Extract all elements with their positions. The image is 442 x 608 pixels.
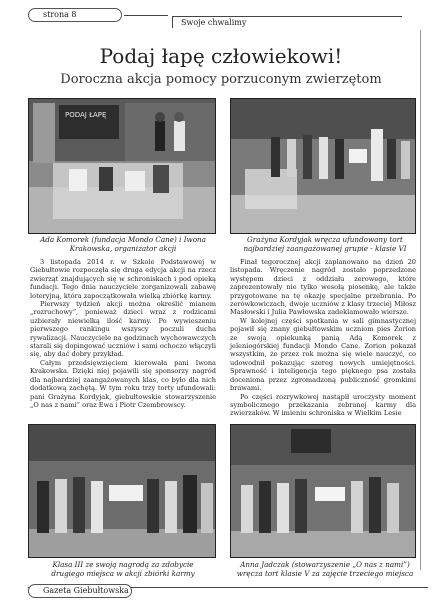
caption-photo-3: Klasa III ze swoją nagrodą za zdobycie drugiego miejsca w akcji zbiórki karmy: [51, 560, 195, 578]
header-rule: [124, 15, 168, 16]
article-left-column: [30, 258, 216, 409]
article-right-column: [230, 258, 416, 418]
caption-photo-4: Anna Jadczak (stowarzyszenie „O nas z nami”) wręcza tort klasie V za zajęcie trzeciego miejsca: [236, 560, 414, 578]
caption-photo-1: Ada Komorek (fundacja Mondo Cane) i Iwona Krakowska, organizator akcji: [40, 235, 206, 253]
article-title: Podaj łapę człowiekowi!: [99, 44, 343, 68]
photo-class-v: [230, 424, 416, 558]
photo-class-iii-image: [29, 425, 216, 558]
right-paragraph-2: W kolejnej części spotkania w sali gimnastycznej pojawił się znany giebułtowskim uczniom pies Zorion ze swoją opiekunką panią Adą Komorek z jeleniogórskiej fundacji Mondo Cane. Zorion pokazał wszystkim, że przez rok można się wiele nauczyć, co udowodnił pokazując szereg nowych umiejętności. Sprawność i inteligencja tego pięknego psa została doceniona przez zgromadzoną publiczność gromkimi brawami.: [230, 316, 416, 393]
photo-organizers-image: [29, 99, 216, 234]
page-edge-line: [420, 30, 421, 570]
footer-publication-name: Gazeta Giebułtowska: [28, 584, 132, 598]
photo-class-v-image: [231, 425, 416, 558]
section-label: Swoje chwalimy: [172, 16, 402, 28]
photo-organizers: [28, 98, 216, 234]
left-paragraph-3: Całym przedsięwzięciem kierowała pani Iwona Krakowska. Dzięki niej pojawili się sponsorzy nagród dla najbardziej zaangażowanych klas, co było dla nich dodatkową zachętą. W tym roku trzy torty ufundowali: pani Grażyna Kordyjak, giebułtowskie stowarzyszenie „O nas z nami” oraz Ewa i Piotr Czembrowscy.: [30, 358, 216, 409]
right-paragraph-3: Po części rozrywkowej nastąpił uroczysty moment symbolicznego przekazania zebranej karmy dla zwierzaków. W imieniu schroniska w Wielkim Lesie: [230, 392, 416, 418]
photo-class-vi-image: [231, 99, 416, 234]
photo-sign-text: PODAJ ŁAPĘ: [65, 111, 107, 119]
photo-class-iii: [28, 424, 216, 558]
photo-class-vi-cake: [230, 98, 416, 234]
caption-photo-2: Grażyna Kordyjak wręcza ufundowany tort najbardziej zaangażowanej grupie - klasie VI: [243, 235, 407, 253]
article-subtitle: Doroczna akcja pomocy porzuconym zwierzętom: [60, 72, 382, 87]
left-paragraph-2: Pierwszy tydzień akcji można określić mianem „rozruchowy”, ponieważ dzieci wraz z rodzicami uzbierały niewielką ilość karmy. Po wywieszeniu pierwszego rankingu wszyscy poczuli ducha rywalizacji. Nauczyciele na godzinach wychowawczych starali się dopingować uczniów i sami ochoczo włączyli się, aby dać dobry przykład.: [30, 300, 216, 359]
page-number-label: strona 8: [28, 8, 122, 22]
left-paragraph-1: 3 listopada 2014 r. w Szkole Podstawowej w Giebułtowie rozpoczęła się druga edycja akcji na rzecz zwierząt znajdujących się w schroniskach i pod opieką fundacji. Tego dnia nauczyciele zorganizowali zabawę loteryjną, która zapoczątkowała wielką zbiórkę karmy.: [30, 258, 216, 300]
right-paragraph-1: Finał tegorocznej akcji zaplanowano na dzień 20 listopada. Wręczenie nagród zostało poprzedzone występem dzieci z oddziału zerowego, które zaprezentowały nie tylko wesołą piosenkę, ale także przygotowane na tę okazję specjalne przebrania. Po zerówkowiczach, dwoje uczniów z klasy trzeciej Miłosz Masłowski i Julia Pawłowska zadeklamowało wiersze.: [230, 258, 416, 317]
